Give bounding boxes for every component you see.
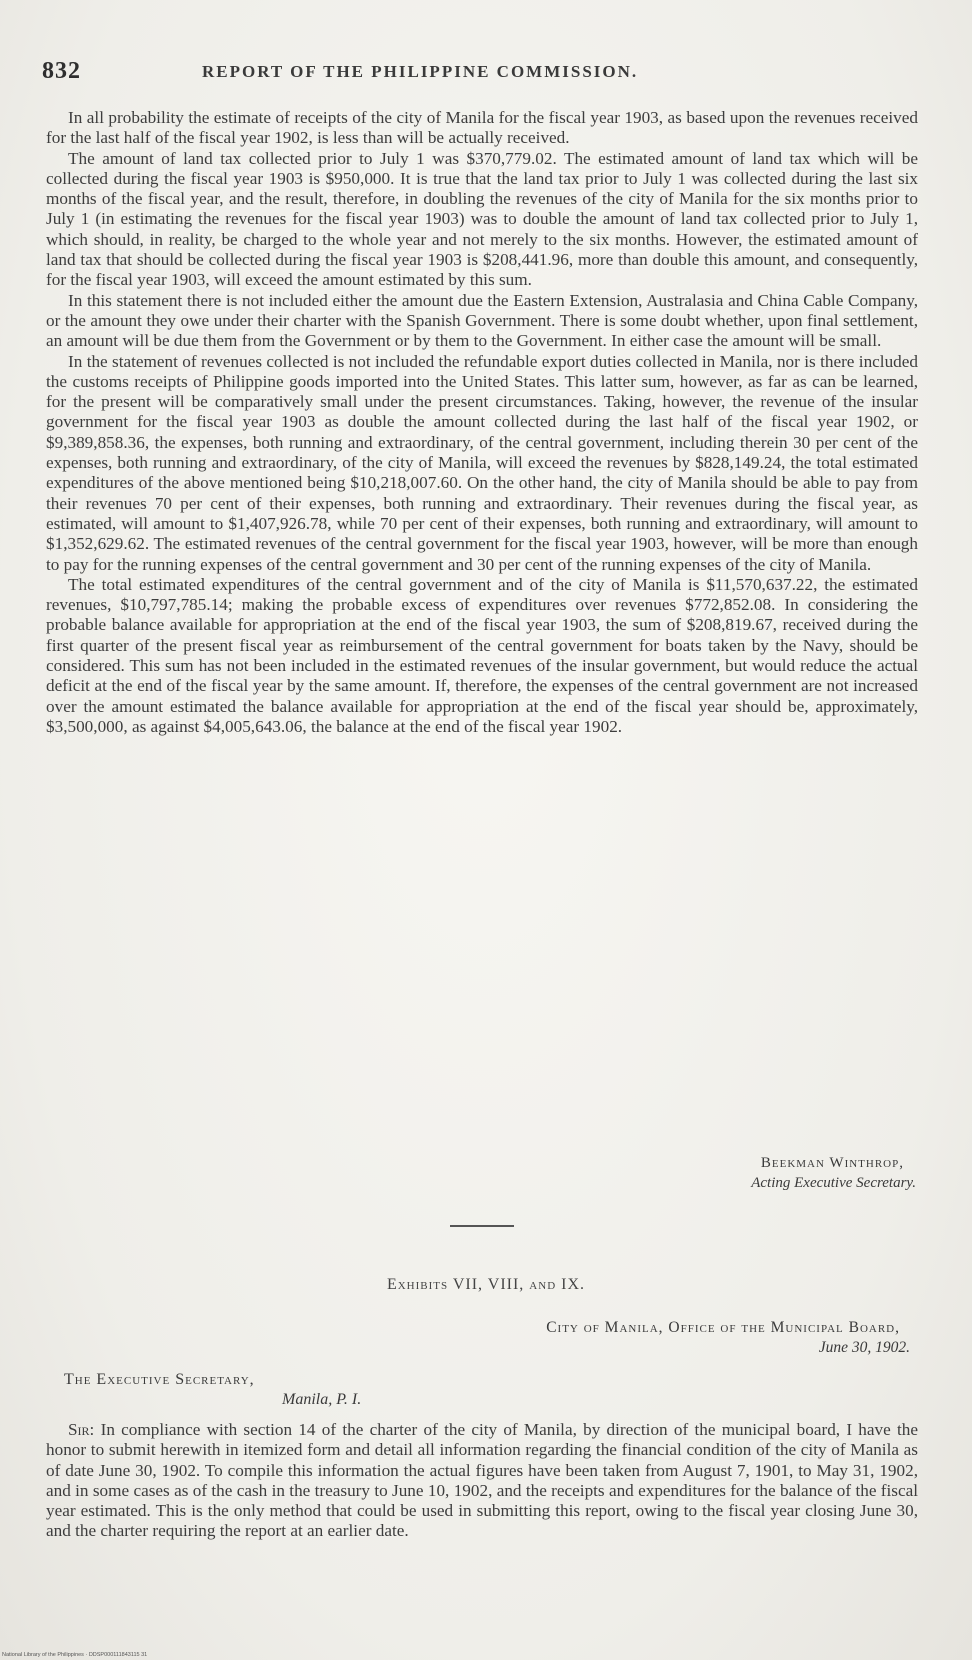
signer-title: Acting Executive Secretary. — [751, 1175, 916, 1191]
letter-body — [46, 1420, 918, 1542]
report-body — [46, 108, 918, 737]
salutation: Sir: — [68, 1420, 95, 1439]
section-divider — [450, 1225, 514, 1227]
exhibit-heading: Exhibits VII, VIII, and IX. — [386, 1276, 586, 1293]
paragraph-cable-company: In this statement there is not included either the amount due the Eastern Extension, Australasia and China Cable Company, or the amount they owe under their charter with the Spanish Government. There is some doubt whether, upon final settlement, an amount will be due them from the Government or by them to the Government. In either case the amount will be small. — [46, 290, 918, 351]
letter-paragraph — [46, 1420, 918, 1542]
addressee-place: Manila, P. I. — [282, 1391, 362, 1408]
running-head: REPORT OF THE PHILIPPINE COMMISSION. — [202, 62, 639, 81]
office-name: City of Manila, Office of the Municipal Board, — [546, 1319, 900, 1336]
page-header — [42, 58, 922, 98]
archive-footer: National Library of the Philippines · DDSP000111843115 31 — [2, 1652, 148, 1658]
paragraph-export-duties: In the statement of revenues collected is not included the refundable export duties collected in Manila, nor is there included the customs receipts of Philippine goods imported into the United States. This latter sum, however, as far as can be learned, for the present will be comparatively small under the present circumstances. Taking, however, the revenue of the insular government for the fiscal year 1903 as double the amount collected during the last half of the fiscal year 1902, or $9,389,858.36, the expenses, both running and extraordinary, of the central government, including therein 30 per cent of the expenses, both running and extraordinary, of the city of Manila, will exceed the revenues by $828,149.24, the total estimated expenditures of the above mentioned being $10,218,007.60. On the other hand, the city of Manila should be able to pay from their revenues 70 per cent of their expenses, both running and extraordinary. Their revenues during the fiscal year, as estimated, will amount to $1,407,926.78, while 70 per cent of their expenses, both running and extraordinary, will amount to $1,352,629.62. The estimated revenues of the central government for the fiscal year 1903, however, will be more than enough to pay for the running expenses of the central government and 30 per cent of the running expenses of the city of Manila. — [46, 351, 918, 574]
letterhead — [546, 1318, 910, 1358]
page-number: 832 — [42, 58, 81, 84]
addressee-title: The Executive Secretary, — [64, 1371, 255, 1388]
signer-name: Beekman Winthrop, — [760, 1155, 904, 1171]
paragraph-land-tax: The amount of land tax collected prior to July 1 was $370,779.02. The estimated amount of land tax which will be collected during the fiscal year 1903 is $950,000. It is true that the land tax prior to July 1 was collected during the last six months of the fiscal year, and the result, therefore, in doubling the revenues of the city of Manila for the six months prior to July 1 (in estimating the revenues for the fiscal year 1903) was to double the amount of land tax collected prior to July 1, which should, in reality, be charged to the whole year and not merely to the six months. However, the estimated amount of land tax that should be collected during the fiscal year 1903 is $208,441.96, more than double this amount, and consequently, for the fiscal year 1903, will exceed the amount estimated by this sum. — [46, 148, 918, 290]
addressee-block — [64, 1370, 361, 1410]
letter-text: In compliance with section 14 of the charter of the city of Manila, by direction of the municipal board, I have the honor to submit herewith in itemized form and detail all information regarding the financial condition of the city of Manila as of date June 30, 1902. To compile this information the actual figures have been taken from August 7, 1901, to May 31, 1902, and in some cases as of the cash in the treasury to June 10, 1902, and the receipts and expenditures for the balance of the fiscal year estimated. This is the only method that could be used in submitting this report, owing to the fiscal year closing June 30, and the charter requiring the report at an earlier date. — [46, 1420, 918, 1541]
signature-block — [751, 1153, 916, 1193]
paragraph-total-expenditures: The total estimated expenditures of the central government and of the city of Manila is $11,570,637.22, the estimated revenues, $10,797,785.14; making the probable excess of expenditures over revenues $772,852.08. In considering the probable balance available for appropriation at the end of the fiscal year 1903, the sum of $208,819.67, received during the first quarter of the present fiscal year as reimbursement of the central government for boats taken by the Navy, should be considered. This sum has not been included in the estimated revenues of the insular government, but would reduce the actual deficit at the end of the fiscal year by the same amount. If, therefore, the expenses of the central government are not increased over the amount estimated the balance available for appropriation at the end of the fiscal year should be, approximately, $3,500,000, as against $4,005,643.06, the balance at the end of the fiscal year 1902. — [46, 574, 918, 736]
paragraph-receipts-estimate: In all probability the estimate of receipts of the city of Manila for the fiscal year 1903, as based upon the revenues received for the last half of the fiscal year 1902, is less than will be actually received. — [46, 108, 918, 148]
letter-date: June 30, 1902. — [818, 1339, 910, 1356]
